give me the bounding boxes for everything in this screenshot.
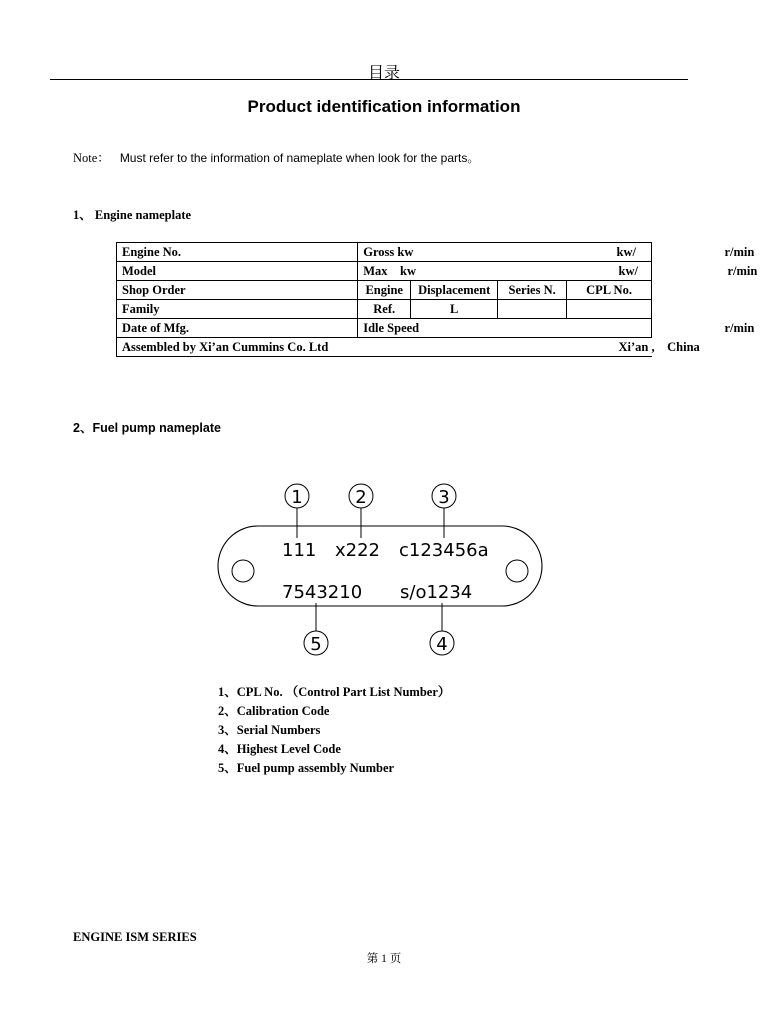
page-number: 第 1 页	[366, 953, 402, 965]
plate-serial-number: c123456a	[399, 540, 489, 561]
plate-highest-level-code: s/o1234	[400, 582, 473, 603]
gross-kw-label: kw/	[616, 244, 636, 259]
model-cell: Model	[117, 262, 358, 281]
assembled-by-label: Assembled by Xi’an Cummins Co. Ltd	[122, 339, 329, 354]
max-rmin-label: r/min	[727, 263, 758, 278]
gross-cell	[358, 243, 755, 262]
assembled-by-cell	[117, 338, 700, 357]
engine-nameplate-table	[116, 242, 758, 357]
table-row	[117, 243, 652, 262]
location-label: Xi’an , China	[618, 339, 700, 354]
section-fuel-pump-nameplate-title: 2、Fuel pump nameplate	[73, 421, 221, 435]
note	[73, 148, 479, 166]
displacement-cell: Displacement	[411, 281, 498, 300]
section-engine-nameplate-title: 1、 Engine nameplate	[73, 208, 192, 222]
callout-number-1: 1	[291, 487, 303, 508]
family-cell: Family	[117, 300, 358, 319]
date-mfg-cell: Date of Mfg.	[117, 319, 358, 338]
liters-cell: L	[411, 300, 498, 319]
max-kw-label: kw/	[618, 263, 638, 278]
callout-number-2: 2	[355, 487, 367, 508]
callout-number-4: 4	[436, 634, 448, 655]
note-text: Must refer to the information of nameplate when look for the parts。	[119, 151, 480, 165]
cpl-no-cell: CPL No.	[567, 281, 652, 300]
table-row	[117, 300, 652, 319]
fuel-pump-nameplate-diagram	[210, 476, 550, 662]
table-row	[117, 262, 652, 281]
max-cell	[358, 262, 758, 281]
header-rule	[50, 79, 688, 80]
nameplate-outline	[218, 526, 542, 606]
legend-item: 1、CPL No. （Control Part List Number）	[218, 685, 451, 699]
legend-item: 3、Serial Numbers	[218, 723, 321, 737]
shop-order-cell: Shop Order	[117, 281, 358, 300]
mounting-hole-right	[506, 560, 528, 582]
plate-cpl-no: 111	[282, 540, 317, 561]
mounting-hole-left	[232, 560, 254, 582]
series-value-cell	[498, 300, 567, 319]
ref-cell: Ref.	[358, 300, 411, 319]
diagram-legend	[218, 683, 450, 778]
footer-series: ENGINE ISM SERIES	[73, 930, 197, 944]
legend-item: 4、Highest Level Code	[218, 742, 341, 756]
page-title: Product identification information	[247, 97, 521, 116]
idle-speed-cell	[358, 319, 755, 338]
table-row	[117, 319, 652, 338]
header-title: 目录	[367, 65, 400, 82]
series-n-cell: Series N.	[498, 281, 567, 300]
plate-assembly-number: 7543210	[282, 582, 363, 603]
note-label: Note：	[73, 151, 110, 165]
legend-item: 5、Fuel pump assembly Number	[218, 761, 395, 775]
engine-no-cell: Engine No.	[117, 243, 358, 262]
table-row	[117, 281, 652, 300]
callout-number-5: 5	[310, 634, 322, 655]
table-row	[117, 338, 652, 357]
gross-rmin-label: r/min	[724, 244, 755, 259]
plate-calibration-code: x222	[335, 540, 381, 561]
engine-cell: Engine	[358, 281, 411, 300]
cpl-value-cell	[567, 300, 652, 319]
idle-rmin-label: r/min	[724, 320, 755, 335]
callout-number-3: 3	[438, 487, 450, 508]
gross-label: Gross kw	[363, 244, 414, 259]
idle-speed-label: Idle Speed	[363, 320, 420, 335]
legend-item: 2、Calibration Code	[218, 704, 330, 718]
max-label: Max kw	[363, 263, 416, 278]
